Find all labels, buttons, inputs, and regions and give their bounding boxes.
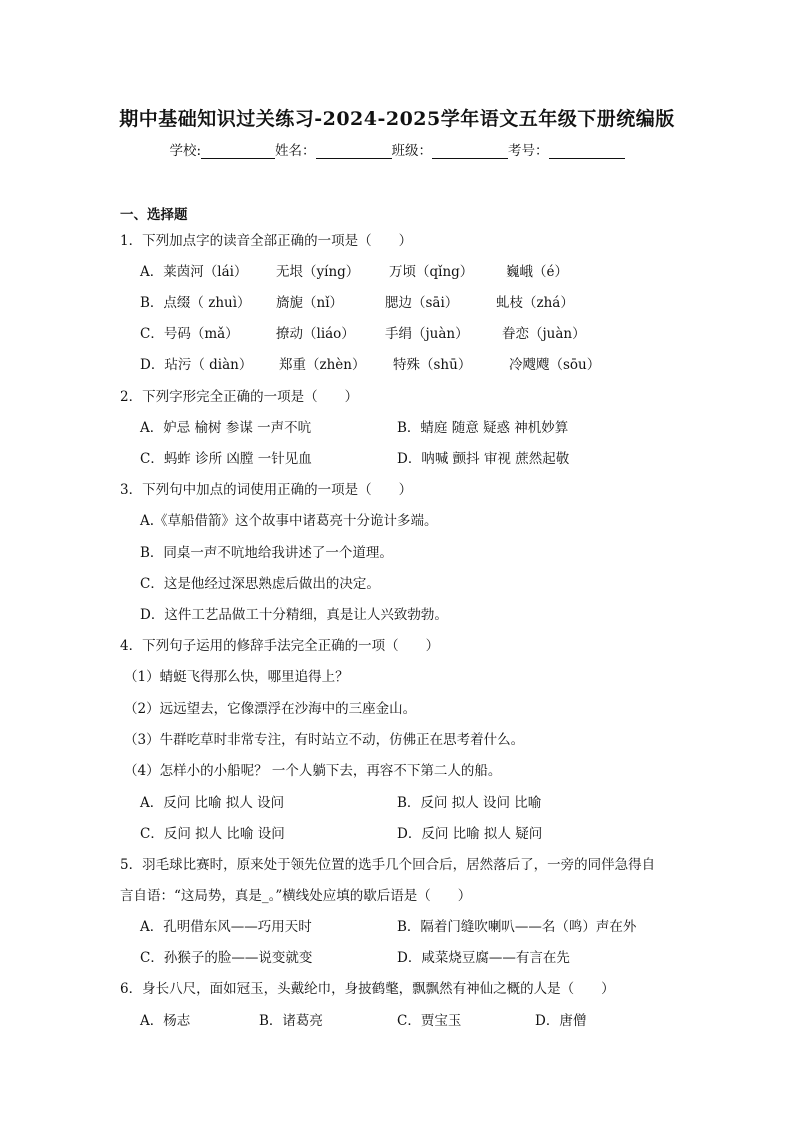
q1-option-c-1: C．号码（mǎ） bbox=[140, 326, 239, 342]
q4-sentence-3: （3）牛群吃草时非常专注，有时站立不动，仿佛正在思考着什么。 bbox=[124, 732, 525, 748]
q6-option-a: A．杨志 bbox=[140, 1013, 191, 1029]
student-info-line bbox=[0, 139, 794, 159]
q1-option-a-2: 无垠（yíng） bbox=[276, 264, 360, 280]
q3-option-a: A.《草船借箭》这个故事中诸葛亮十分诡计多端。 bbox=[140, 513, 438, 529]
q3-option-c: C．这是他经过深思熟虑后做出的决定。 bbox=[140, 576, 380, 592]
q1-option-d-3: 特殊（shū） bbox=[393, 357, 472, 373]
q1-option-d-2: 郑重（zhèn） bbox=[279, 357, 366, 373]
q6-option-d: D．唐僧 bbox=[535, 1013, 587, 1029]
q2-option-b: B．蜻庭 随意 疑惑 神机妙算 bbox=[397, 420, 569, 436]
q4-sentence-1: （1）蜻蜓飞得那么快，哪里追得上？ bbox=[124, 669, 349, 685]
name-label: 姓名： bbox=[275, 143, 316, 159]
school-blank[interactable] bbox=[201, 144, 275, 159]
q5-option-a: A．孔明借东风——巧用天时 bbox=[140, 919, 312, 935]
q5-option-d: D．咸菜烧豆腐——有言在先 bbox=[397, 950, 570, 966]
id-label: 考号： bbox=[508, 143, 549, 159]
q1-option-b-2: 旖旎（nǐ） bbox=[276, 295, 344, 311]
q2-option-a: A．妒忌 榆树 参谋 一声不吭 bbox=[140, 420, 312, 436]
section-heading: 一、选择题 bbox=[120, 207, 188, 223]
q6-option-c: C．贾宝玉 bbox=[397, 1013, 462, 1029]
q4-sentence-4: （4）怎样小的小船呢？ 一个人躺下去，再容不下第二人的船。 bbox=[124, 763, 502, 779]
q3-option-b: B．同桌一声不吭地给我讲述了一个道理。 bbox=[140, 545, 393, 561]
q4-option-d: D．反问 比喻 拟人 疑问 bbox=[397, 826, 543, 842]
q1-option-b-3: 腮边（sāi） bbox=[385, 295, 459, 311]
q6-option-b: B．诸葛亮 bbox=[259, 1013, 323, 1029]
school-label: 学校: bbox=[169, 143, 202, 159]
q1-option-a-4: 巍峨（é） bbox=[506, 264, 568, 280]
question-1-stem: 1．下列加点字的读音全部正确的一项是（ ） bbox=[120, 233, 413, 249]
q1-option-c-2: 撩动（liáo） bbox=[276, 326, 355, 342]
q2-option-d: D．呐喊 颤抖 审视 蔗然起敬 bbox=[397, 451, 570, 467]
q3-option-d: D．这件工艺品做工十分精细，真是让人兴致勃勃。 bbox=[140, 607, 448, 623]
q1-option-b-4: 虬枝（zhá） bbox=[496, 295, 574, 311]
question-5-stem: 5．羽毛球比赛时，原来处于领先位置的选手几个回合后，居然落后了，一旁的同伴急得自 bbox=[120, 857, 656, 873]
question-5-stem-cont: 言自语：“这局势，真是_。”横线处应填的歇后语是（ ） bbox=[120, 888, 472, 904]
question-3-stem: 3．下列句中加点的词使用正确的一项是（ ） bbox=[120, 482, 413, 498]
q1-option-c-4: 眷恋（juàn） bbox=[502, 326, 586, 342]
question-4-stem: 4．下列句子运用的修辞手法完全正确的一项（ ） bbox=[120, 638, 440, 654]
page-title: 期中基础知识过关练习-2024-2025学年语文五年级下册统编版 bbox=[119, 108, 675, 130]
class-blank[interactable] bbox=[432, 144, 508, 159]
q5-option-c: C．孙猴子的脸——说变就变 bbox=[140, 950, 313, 966]
q4-option-c: C．反问 拟人 比喻 设问 bbox=[140, 826, 285, 842]
name-blank[interactable] bbox=[316, 144, 392, 159]
q1-option-c-3: 手绢（juàn） bbox=[385, 326, 469, 342]
q1-option-d-4: 冷飕飕（sōu） bbox=[509, 357, 601, 373]
id-blank[interactable] bbox=[549, 144, 625, 159]
question-6-stem: 6．身长八尺，面如冠玉，头戴纶巾，身披鹤氅，飘飘然有神仙之概的人是（ ） bbox=[120, 981, 615, 997]
q4-sentence-2: （2）远远望去，它像漂浮在沙海中的三座金山。 bbox=[124, 701, 417, 717]
class-label: 班级： bbox=[391, 143, 433, 159]
question-2-stem: 2．下列字形完全正确的一项是（ ） bbox=[120, 389, 359, 405]
q4-option-a: A．反问 比喻 拟人 设问 bbox=[140, 795, 285, 811]
q1-option-b-1: B．点缀（ zhuì） bbox=[140, 295, 251, 311]
q1-option-d-1: D．玷污（ diàn） bbox=[140, 357, 253, 373]
q1-option-a-1: A．莱茵河（lái） bbox=[140, 264, 248, 280]
q4-option-b: B．反问 拟人 设问 比喻 bbox=[397, 795, 542, 811]
q1-option-a-3: 万顷（qǐng） bbox=[389, 264, 474, 280]
q5-option-b: B．隔着门缝吹喇叭——名（鸣）声在外 bbox=[397, 919, 637, 935]
q2-option-c: C．蚂蚱 诊所 凶膛 一针见血 bbox=[140, 451, 312, 467]
